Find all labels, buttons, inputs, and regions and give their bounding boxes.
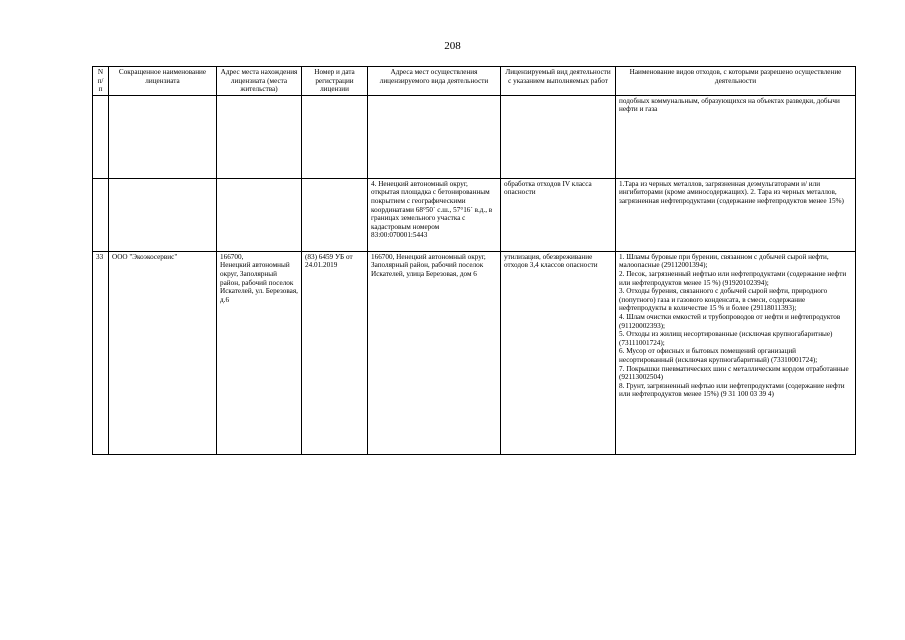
header-number: N п/п	[93, 67, 109, 96]
cell-licensee-address: 166700, Ненецкий автономный округ, Заполярный район, рабочий поселок Искателей, ул. Березовая, д.6	[217, 251, 302, 454]
cell-licensee-name	[109, 95, 217, 178]
cell-activity-place: 4. Ненецкий автономный округ, открытая площадка с бетонированным покрытием с географическими координатами 68°50´ с.ш., 57°16´ в.д., в границах земельного участка с кадастровым номером 83:00:070001:5443	[368, 178, 501, 251]
cell-waste-types: 1.Тара из черных металлов, загрязненная деэмульгаторами и/ или ингибиторами (кроме аминосодержащих). 2. Тара из черных металлов, загрязненная нефтепродуктами (содержание нефтепродуктов менее 15%)	[616, 178, 856, 251]
cell-activity-place	[368, 95, 501, 178]
cell-licensee-name: ООО "Экоэкосервис"	[109, 251, 217, 454]
table-row	[93, 95, 856, 178]
cell-registration: (83) 6459 УБ от 24.01.2019	[302, 251, 368, 454]
table-row	[93, 178, 856, 251]
cell-waste-types: подобных коммунальным, образующихся на объектах разведки, добычи нефти и газа	[616, 95, 856, 178]
cell-number	[93, 178, 109, 251]
cell-activity-type: утилизация, обезвреживание отходов 3,4 классов опасности	[501, 251, 616, 454]
header-licensee-address: Адрес места нахождения лицензиата (места жительства)	[217, 67, 302, 96]
table-row	[93, 251, 856, 454]
license-table	[92, 66, 856, 455]
cell-activity-type	[501, 95, 616, 178]
cell-registration	[302, 95, 368, 178]
cell-number: 33	[93, 251, 109, 454]
header-activity-places: Адреса мест осуществления лицензируемого вида деятельности	[368, 67, 501, 96]
cell-activity-place: 166700, Ненецкий автономный округ, Заполярный район, рабочий поселок Искателей, улица Березовая, дом 6	[368, 251, 501, 454]
header-activity-type: Лицензируемый вид деятельности с указанием выполняемых работ	[501, 67, 616, 96]
header-waste-types: Наименование видов отходов, с которыми разрешено осуществление деятельности	[616, 67, 856, 96]
header-registration: Номер и дата регистрации лицензии	[302, 67, 368, 96]
cell-activity-type: обработка отходов IV класса опасности	[501, 178, 616, 251]
header-licensee-name: Сокращенное наименование лицензиата	[109, 67, 217, 96]
cell-licensee-address	[217, 95, 302, 178]
cell-registration	[302, 178, 368, 251]
page-number: 208	[444, 40, 461, 52]
table-header-row	[93, 67, 856, 96]
cell-number	[93, 95, 109, 178]
cell-waste-types: 1. Шламы буровые при бурении, связанном с добычей сырой нефти, малоопасные (29112001394); 2. Песок, загрязненный нефтью или нефтепродуктами (содержание нефти или нефтепродуктов менее 15 %) (91920102394); 3. Отходы бурения, связанного с добычей сырой нефти, природного (попутного) газа и газового конденсата, в смеси, содержание нефтепродукты в количестве 15 % и более (29118011393); 4. Шлам очистки емкостей и трубопроводов от нефти и нефтепродуктов (91120002393); 5. Отходы из жилищ несортированные (исключая крупногабаритные) (73111001724); 6. Мусор от офисных и бытовых помещений организаций несортированный (исключая крупногабаритный) (73310001724); 7. Покрышки пневматических шин с металлическим кордом отработанные (92113002504) 8. Грунт, загрязненный нефтью или нефтепродуктами (содержание нефти или нефтепродуктов менее 15%) (9 31 100 03 39 4)	[616, 251, 856, 454]
cell-licensee-address	[217, 178, 302, 251]
cell-licensee-name	[109, 178, 217, 251]
